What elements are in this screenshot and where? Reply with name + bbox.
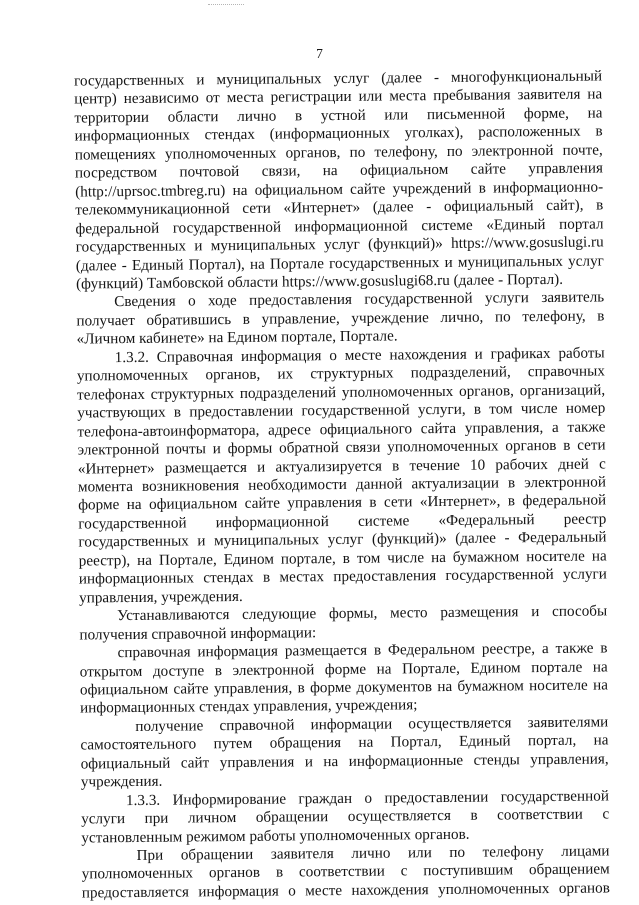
text-line: форме на официальном сайте управления в сети «Интернет», в федеральной: [78, 491, 607, 514]
text-line: информационных стендах управления, учреждения;: [80, 696, 418, 717]
text-line: центр) независимо от места регистрации или места пребывания заявителя на: [74, 85, 603, 108]
text-line: электронной почты и формы обратной связи уполномоченных органов в сети: [77, 436, 606, 459]
text-line: предоставляется информация о месте нахождения уполномоченных органов: [81, 879, 610, 902]
text-line: 1.3.3. Информирование граждан о предоставлении государственной: [125, 787, 610, 809]
page-number: 7: [316, 46, 323, 61]
text-line: Устанавливаются следующие формы, место размещения и способы: [117, 602, 608, 625]
text-line: получение справочной информации осуществляется заявителями: [135, 713, 609, 735]
text-line: самостоятельного путем обращения на Портал, Единый портал, на: [80, 731, 609, 754]
text-line: 1.3.2. Справочная информация о месте нахождения и графиках работы: [114, 344, 605, 366]
text-line: открытом доступе в электронной форме на Портале, Едином портале на: [79, 657, 608, 681]
text-line: информационных стендах (информационных уголках), расположенных в: [74, 122, 603, 145]
text-line: участвующих в предоставлении государственной услуги, в том числе номер: [77, 399, 606, 422]
text-line: телефонах структурных подразделений уполномоченных органов, организаций,: [77, 381, 606, 404]
text-line: посредством почтовой связи, на официальном сайте управления: [74, 159, 604, 182]
text-line: помещениях уполномоченных органов, по телефону, по электронной почте,: [74, 141, 603, 164]
document-body-text: [74, 67, 610, 902]
text-line: (http://uprsoc.tmbreg.ru) на официальном сайте учреждений в информационно-: [75, 178, 604, 201]
text-line: официальном сайте управления, в форме документов на бумажном носителе на: [79, 676, 608, 699]
text-line: учреждения.: [80, 772, 163, 791]
text-line: справочная информация размещается в Федеральном реестре, а также в: [117, 639, 608, 662]
text-line: момента возникновения необходимости данной актуализации в электронной: [77, 473, 607, 496]
text-line: реестр), на Портале, Едином портале, в том числе на бумажном носителе на: [78, 547, 607, 570]
text-line: (функций) Тамбовской области https://www.gosuslugi68.ru (далее - Портал).: [75, 270, 564, 293]
text-line: Сведения о ходе предоставления государственной услуги заявитель: [114, 288, 605, 311]
text-line: При обращении заявителя лично или по телефону лицами: [136, 842, 610, 865]
text-line: государственных и муниципальных услуг (далее - многофункциональный: [74, 67, 603, 90]
text-line: получает обратившись в управление, учреждение лично, по телефону, в: [76, 307, 605, 330]
text-line: установленным режимом работы уполномоченных органов.: [81, 825, 470, 847]
text-line: государственных и муниципальных услуг (функций)» https://www.gosuslugi.ru: [75, 233, 604, 256]
text-line: государственной информационной системе «Федеральный реестр: [78, 510, 607, 533]
text-line: уполномоченных органов, их структурных подразделений, справочных: [76, 362, 605, 385]
text-line: (далее - Единый Портал), на Портале государственных и муниципальных услуг: [75, 251, 604, 275]
text-line: уполномоченных органов в соответствии с поступившим обращением: [81, 860, 610, 883]
text-line: телекоммуникационной сети «Интернет» (далее - официальный сайт), в: [75, 196, 604, 219]
text-line: управления, учреждения.: [78, 587, 243, 607]
text-line: «Интернет» размещается и актуализируется в течение 10 рабочих дней с: [77, 454, 606, 478]
text-line: информационных стендах в местах предоставления государственной услуги: [78, 565, 607, 588]
text-line: государственных и муниципальных услуг (функций)» (далее - Федеральный: [78, 528, 607, 551]
scan-artifact-mark: [208, 4, 244, 7]
text-line: услуги при личном обращении осуществляется в соответствии с: [81, 805, 610, 828]
text-line: официальный сайт управления и на информационные стенды управления,: [80, 750, 609, 773]
text-line: территории области лично в устной или письменной форме, на: [74, 104, 603, 127]
text-line: получения справочной информации:: [79, 623, 317, 644]
text-line: «Личном кабинете» на Едином портале, Портале.: [76, 327, 398, 348]
text-line: федеральной государственной информационной системе «Единый портал: [75, 215, 604, 238]
text-line: телефона-автоинформатора, адресе официального сайта управления, а также: [77, 418, 606, 441]
